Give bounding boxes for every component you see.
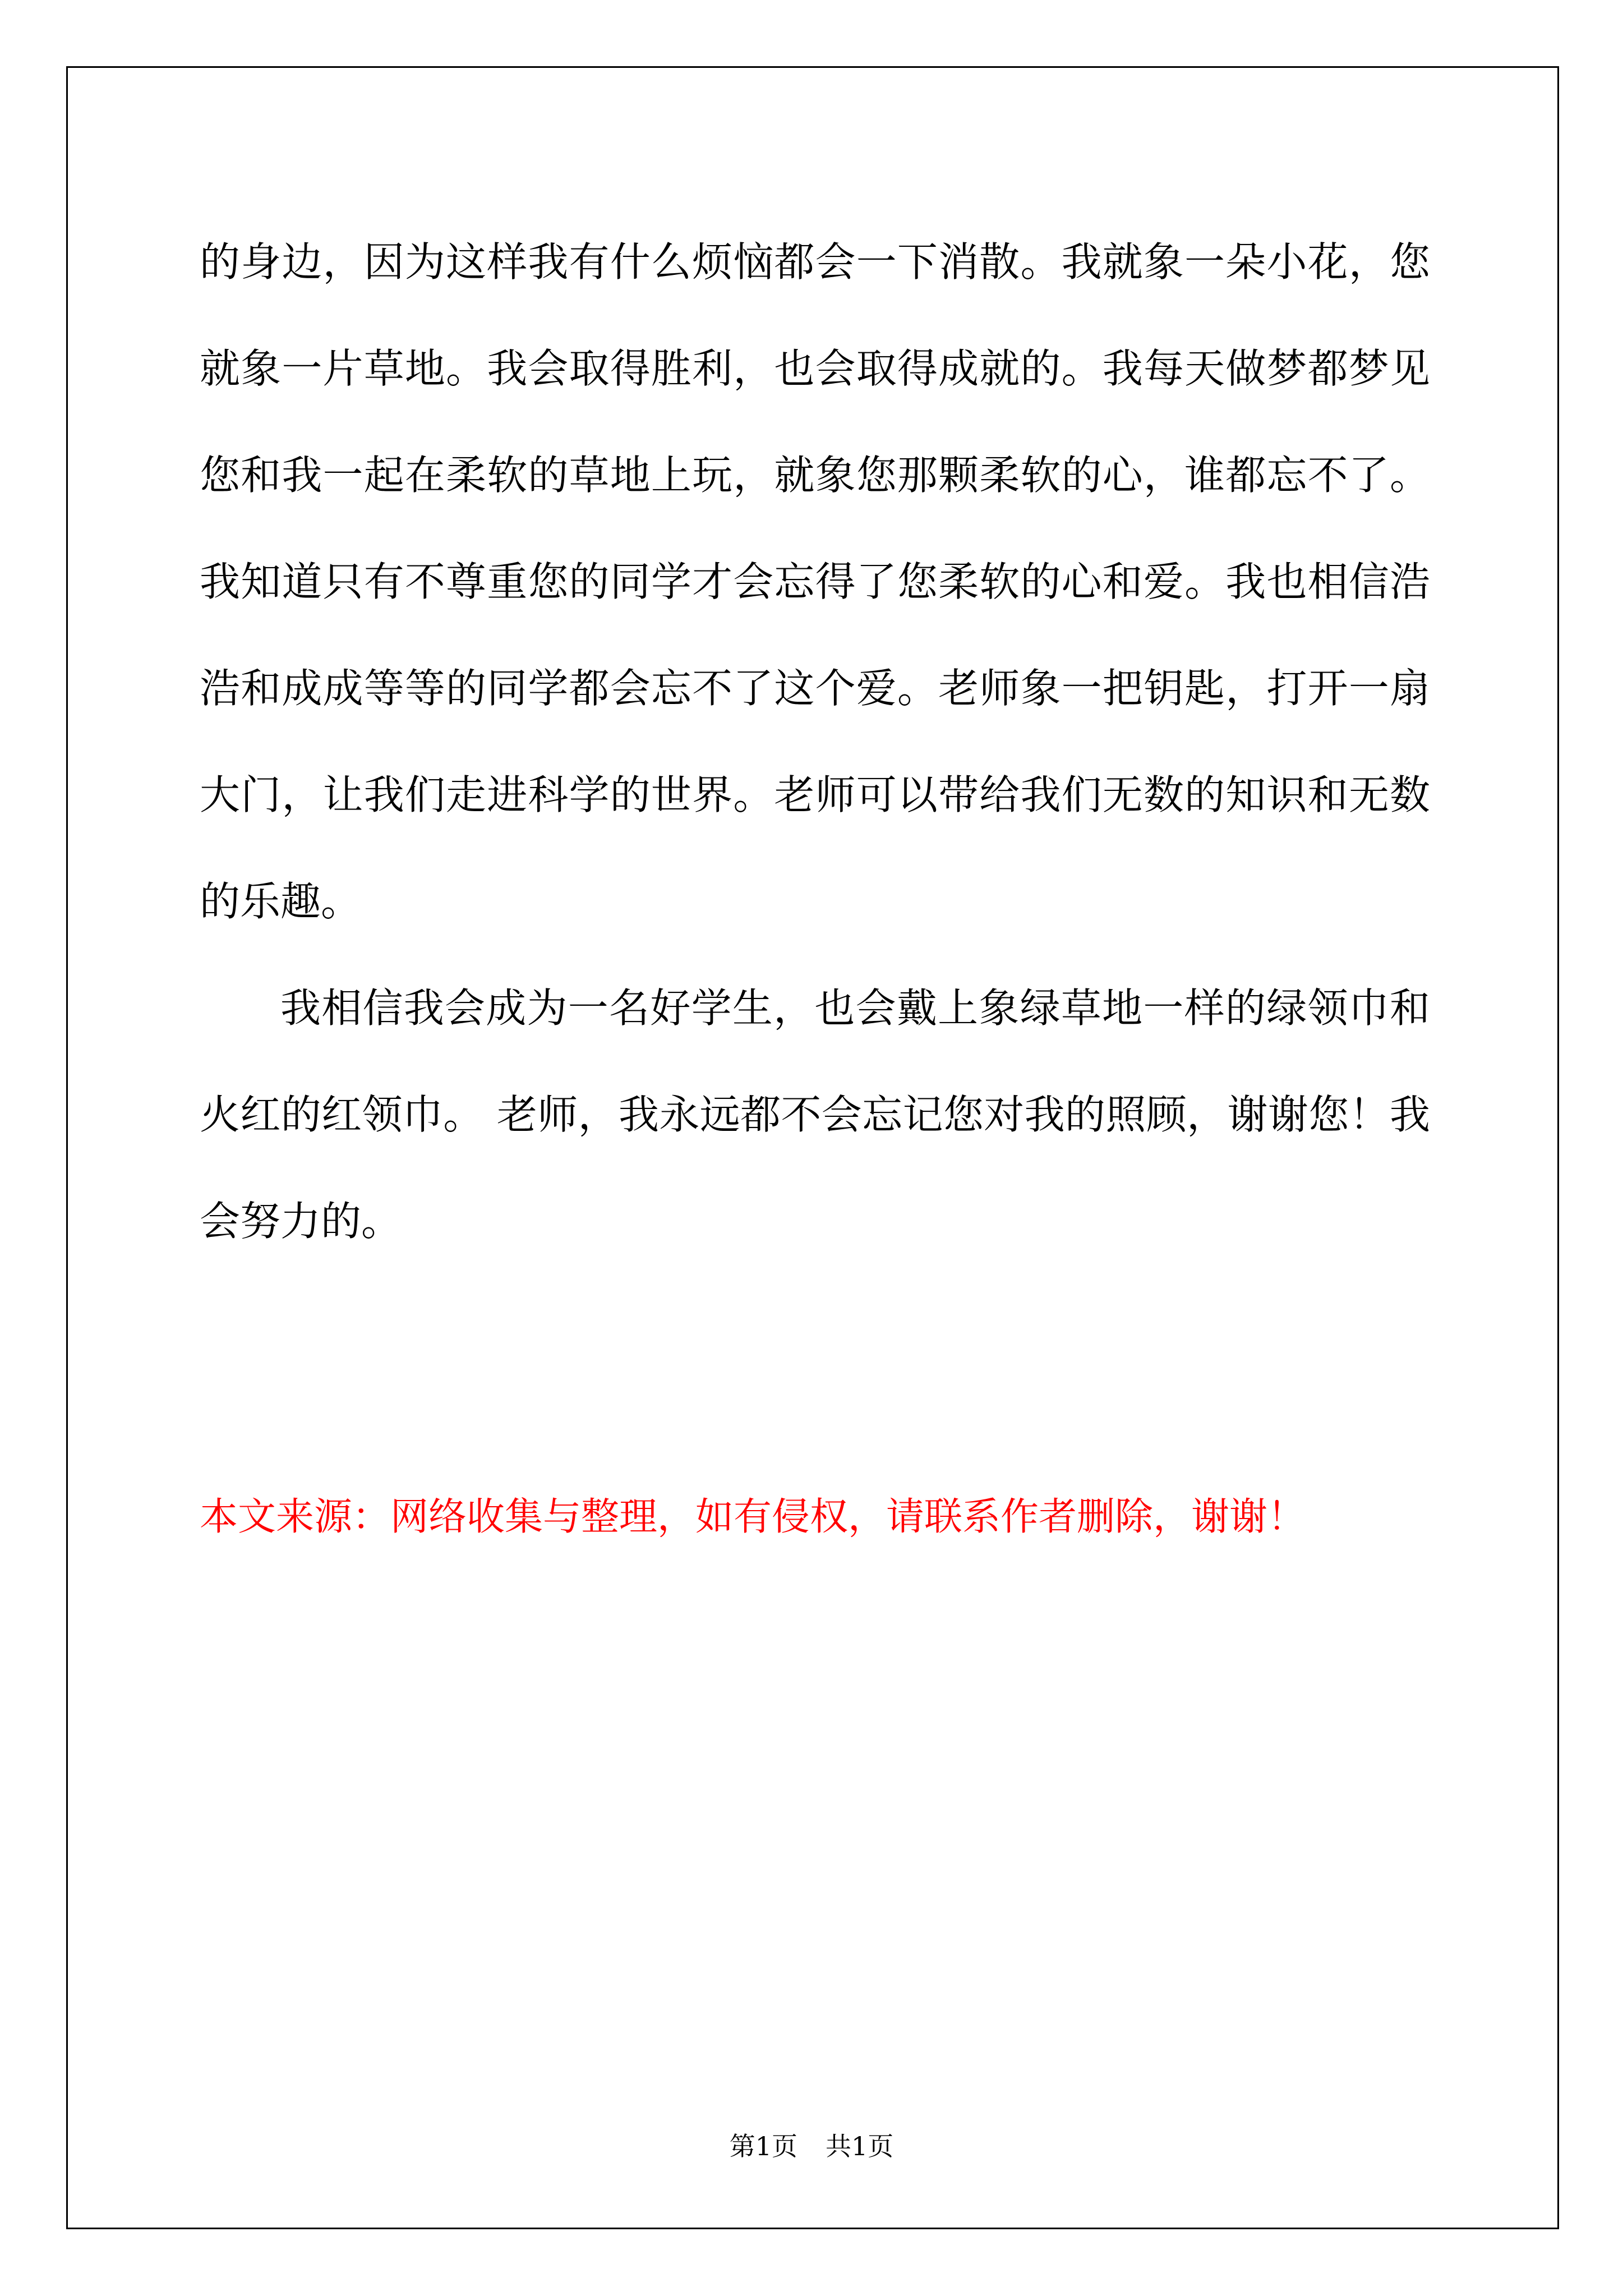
total-pages-label: 共1页 [826, 2131, 894, 2161]
page-footer [0, 2129, 1623, 2163]
current-page-label: 第1页 [729, 2131, 797, 2161]
paragraph-continued: 的身边，因为这样我有什么烦恼都会一下消散。我就象一朵小花，您就象一片草地。我会取得胜利，也会取得成就的。我每天做梦都梦见您和我一起在柔软的草地上玩，就象您那颗柔软的心，谁都忘不了。我知道只有不尊重您的同学才会忘得了您柔软的心和爱。我也相信浩浩和成成等等的同学都会忘不了这个爱。老师象一把钥匙，打开一扇大门，让我们走进科学的世界。老师可以带给我们无数的知识和无数的乐趣。 [200, 238, 1430, 925]
source-note: 本文来源：网络收集与整理，如有侵权，请联系作者删除，谢谢！ [200, 1495, 1306, 1539]
document-body [200, 209, 1430, 1274]
paragraph-closing: 我相信我会成为一名好学生，也会戴上象绿草地一样的绿领巾和火红的红领巾。 老师，我永远都不会忘记您对我的照顾，谢谢您！我会努力的。 [200, 984, 1430, 1245]
